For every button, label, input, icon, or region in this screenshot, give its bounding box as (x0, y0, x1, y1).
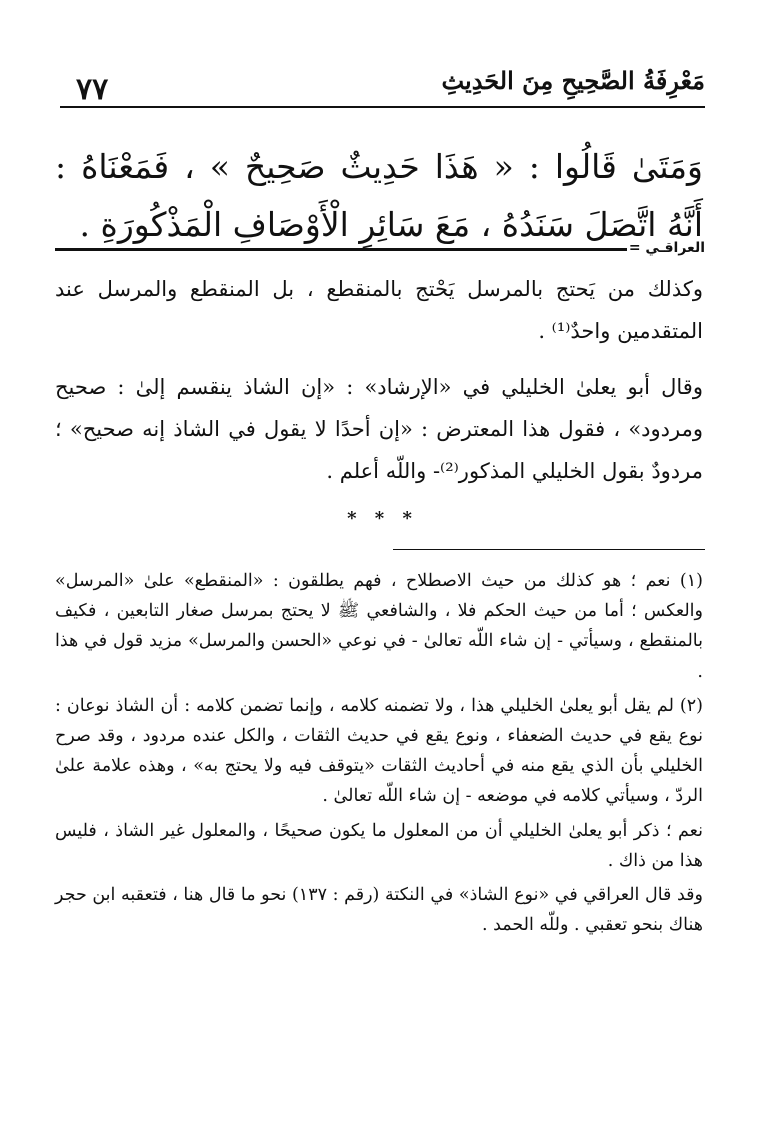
footnote-2-continuation-1: نعم ؛ ذكر أبو يعلىٰ الخليلي أن من المعلول ما يكون صحيحًا ، والمعلول غير الشاذ ، فليس هذا من ذاك . (55, 820, 703, 871)
commentary-text (55, 268, 703, 492)
commentary-divider (55, 240, 705, 262)
commentary-paragraph-1: وكذلك من يَحتج بالمرسل يَحْتج بالمنقطع ، بل المنقطع والمرسل عند المتقدمين واحدٌ⁽¹⁾ . (55, 277, 703, 343)
divider-rule (55, 248, 627, 251)
commentator-label: العراقـي = (628, 240, 705, 256)
page-number: ٧٧ (76, 72, 109, 107)
commentary-paragraph-2: وقال أبو يعلىٰ الخليلي في «الإرشاد» : «إن الشاذ ينقسم إلىٰ : صحيح ومردود» ، فقول هذا المعترض : «إن أحدًا لا يقول في الشاذ إنه صحيح» ؛ مردودٌ بقول الخليلي المذكور⁽²⁾- واللّه أعلم . (55, 375, 703, 483)
footnote-2: (٢) لم يقل أبو يعلىٰ الخليلي هذا ، ولا تضمنه كلامه ، وإنما تضمن كلامه : أن الشاذ نوعان : نوع يقع في حديث الضعفاء ، ونوع يقع في حديث الثقات ، والكل عنده مردود ، وقد صرح الخليلي بأن الذي يقع منه في أحاديث الثقات «يتوقف فيه ولا يحتج به» ، وهذه علامة علىٰ الردّ ، وسيأتي كلامه في موضعه - إن شاء اللّه تعالىٰ . (55, 695, 703, 807)
footnote-1: (١) نعم ؛ هو كذلك من حيث الاصطلاح ، فهم يطلقون : «المنقطع» علىٰ «المرسل» والعكس ؛ أما من حيث الحكم فلا ، والشافعي ﷺ لا يحتج بمرسل صغار التابعين ، فكيف بالمنقطع ، وسيأتي - إن شاء اللّه تعالىٰ - في نوعي «الحسن والمرسل» مزيد قول في هذا . (55, 571, 703, 682)
section-separator: * * * (347, 508, 418, 529)
page-header (60, 58, 705, 108)
main-text: وَمَتَىٰ قَالُوا : « هَذَا حَدِيثٌ صَحِيحٌ » ، فَمَعْنَاهُ : أَنَّهُ اتَّصَلَ سَنَدُهُ ، مَعَ سَائِرِ الْأَوْصَافِ الْمَذْكُورَةِ . (55, 147, 703, 244)
running-title: مَعْرِفَةُ الصَّحِيحِ مِنَ الحَدِيثِ (441, 66, 705, 95)
footnotes (55, 566, 703, 944)
footnote-2-continuation-2: وقد قال العراقي في «نوع الشاذ» في النكتة (رقم : ١٣٧) نحو ما قال هنا ، فتعقبه ابن حجر هناك بنحو تعقبي . وللّه الحمد . (55, 885, 703, 936)
footnote-rule (393, 549, 705, 550)
